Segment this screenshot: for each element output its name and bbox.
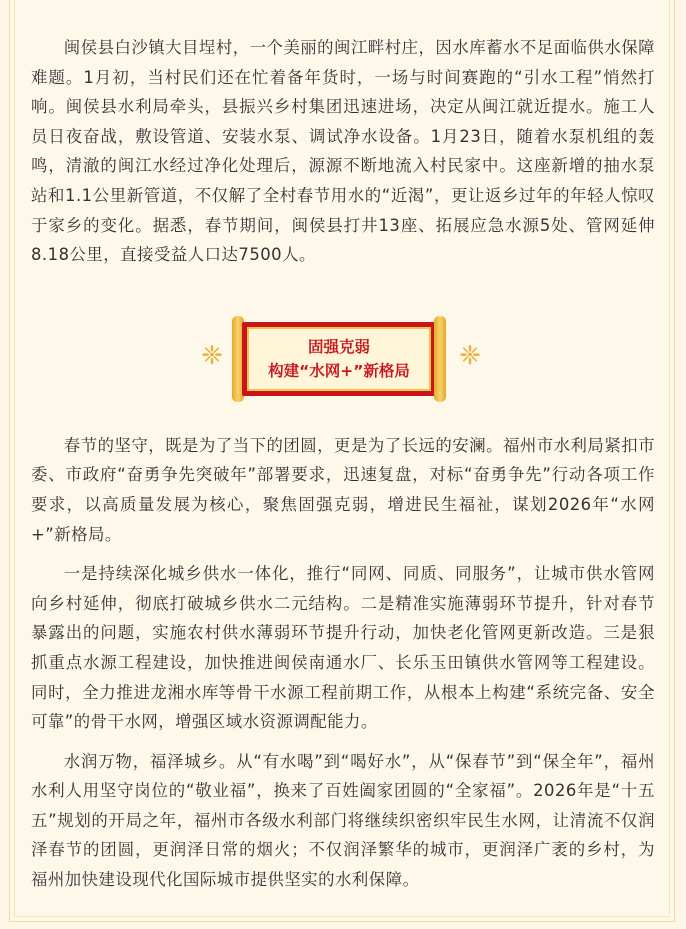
scroll-roll-right	[434, 316, 446, 402]
banner-title-line-2: 构建“水网+”新格局	[268, 362, 410, 380]
article-paragraph-1: 闽侯县白沙镇大目埕村，一个美丽的闽江畔村庄，因水库蓄水不足面临供水保障难题。1月初，当村民们还在忙着备年货时，一场与时间赛跑的“引水工程”悄然打响。闽侯县水利局牵头，县振兴乡村集团迅速进场，决定从闽江就近提水。施工人员日夜奋战，敷设管道、安装水泵、调试净水设备。1月23日，随着水泵机组的轰鸣，清澈的闽江水经过净化处理后，源源不断地流入村民家中。这座新增的抽水泵站和1.1公里新管道，不仅解了全村春节用水的“近渴”，更让返乡过年的年轻人惊叹于家乡的变化。据悉，春节期间，闽侯县打井13座、拓展应急水源5处、管网延伸8.18公里，直接受益人口达7500人。	[31, 38, 655, 265]
article-paragraph-3: 一是持续深化城乡供水一体化，推行“同网、同质、同服务”，让城市供水管网向乡村延伸，彻底打破城乡供水二元结构。二是精准实施薄弱环节提升，针对春节暴露出的问题，实施农村供水薄弱环节提升行动，加快老化管网更新改造。三是狠抓重点水源工程建设，加快推进闽侯南通水厂、长乐玉田镇供水管网等工程建设。同时，全力推进龙湘水库等骨干水源工程前期工作，从根本上构建“系统完备、安全可靠”的骨干水网，增强区域水资源调配能力。	[31, 564, 655, 732]
article-paragraph-2: 春节的坚守，既是为了当下的团圆，更是为了长远的安澜。福州市水利局紧扣市委、市政府“奋勇争先突破年”部署要求，迅速复盘，对标“奋勇争先”行动各项工作要求，以高质量发展为核心，聚焦固强克弱，增进民生福祉，谋划2026年“水网+”新格局。	[31, 435, 655, 544]
section-banner-scroll	[198, 316, 488, 402]
article-body	[31, 33, 655, 895]
flower-ornament-icon: ❈	[201, 341, 223, 371]
scroll-panel-inner	[247, 327, 431, 391]
flower-ornament-icon: ❈	[459, 341, 481, 371]
scroll-panel	[242, 322, 436, 396]
banner-title-line-1: 固强克弱	[307, 338, 370, 356]
article-paragraph-4: 水润万物，福泽城乡。从“有水喝”到“喝好水”，从“保春节”到“保全年”，福州水利人用坚守岗位的“敬业福”，换来了百姓阖家团圆的“全家福”。2026年是“十五五”规划的开局之年，福州市各级水利部门将继续织密织牢民生水网，让清流不仅润泽春节的团圆，更润泽日常的烟火；不仅润泽繁华的城市，更润泽广袤的乡村，为福州加快建设现代化国际城市提供坚实的水利保障。	[31, 751, 655, 890]
